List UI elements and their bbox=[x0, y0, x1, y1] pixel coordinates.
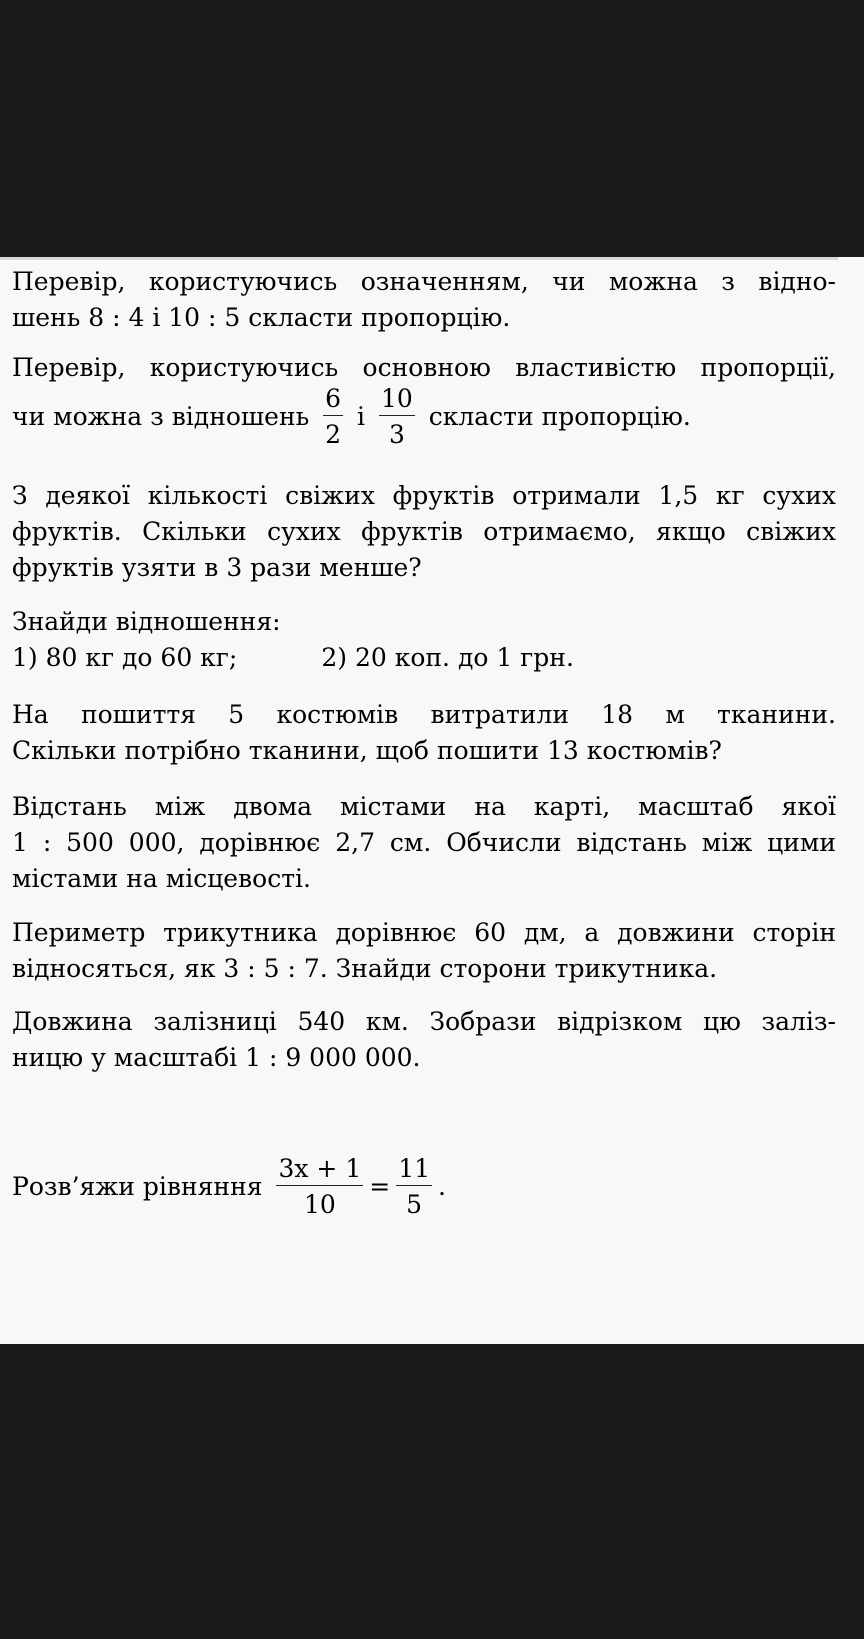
fraction-denominator: 2 bbox=[325, 420, 342, 449]
fraction-rhs bbox=[396, 1156, 432, 1217]
bottom-black-band bbox=[0, 1344, 864, 1639]
task-text-line: фруктів. Скільки сухих фруктів отримаємо, якщо свіжих bbox=[12, 517, 836, 546]
task-suits-fabric bbox=[12, 697, 836, 769]
fraction-numerator: 6 bbox=[323, 386, 343, 416]
task-text-line: Знайди відношення: bbox=[12, 607, 281, 636]
fraction-10-over-3 bbox=[379, 386, 415, 447]
task-solve-equation bbox=[12, 1154, 836, 1219]
task-text-line: Перевір, користуючись означенням, чи можна з відно- bbox=[12, 267, 836, 296]
task-text-line: відносяться, як 3 : 5 : 7. Знайди сторони трикутника. bbox=[12, 954, 718, 983]
task-text-line: Відстань між двома містами на карті, масштаб якої bbox=[12, 792, 836, 821]
fraction-denominator: 5 bbox=[406, 1190, 423, 1219]
task-text-line: ницю у масштабі 1 : 9 000 000. bbox=[12, 1043, 421, 1072]
task-text: чи можна з відношень bbox=[12, 402, 310, 431]
task-proportion-property bbox=[12, 350, 836, 449]
fraction-denominator: 3 bbox=[388, 420, 405, 449]
task-text: скласти пропорцію. bbox=[428, 402, 691, 431]
top-black-band bbox=[0, 0, 864, 257]
task-items-line bbox=[12, 640, 836, 676]
fraction-numerator: 11 bbox=[396, 1156, 432, 1186]
fraction-numerator: 10 bbox=[379, 386, 415, 416]
period: . bbox=[438, 1172, 446, 1201]
task-item-1: 1) 80 кг до 60 кг; bbox=[12, 643, 238, 672]
task-text-line: Скільки потрібно тканини, щоб пошити 13 костюмів? bbox=[12, 736, 722, 765]
conjunction: і bbox=[357, 402, 366, 431]
task-text-line: 1 : 500 000, дорівнює 2,7 см. Обчисли відстань між цими bbox=[12, 828, 836, 857]
task-railway-scale bbox=[12, 1004, 836, 1076]
fraction-denominator: 10 bbox=[303, 1190, 336, 1219]
task-text-line: Довжина залізниці 540 км. Зобрази відрізком цю заліз- bbox=[12, 1007, 836, 1036]
task-text: Розв’яжи рівняння bbox=[12, 1172, 263, 1201]
task-text-line: Перевір, користуючись основною властивістю пропорції, bbox=[12, 353, 836, 382]
fraction-6-over-2 bbox=[323, 386, 343, 447]
task-text-line: На пошиття 5 костюмів витратили 18 м тканини. bbox=[12, 700, 836, 729]
task-text-line: Периметр трикутника дорівнює 60 дм, а довжини сторін bbox=[12, 918, 836, 947]
task-triangle-perimeter bbox=[12, 915, 836, 987]
page-top-edge bbox=[0, 257, 838, 260]
task-map-distance bbox=[12, 789, 836, 897]
task-text-line: З деякої кількості свіжих фруктів отримали 1,5 кг сухих bbox=[12, 481, 836, 510]
task-find-ratio bbox=[12, 604, 836, 676]
task-dried-fruits bbox=[12, 478, 836, 586]
task-item-2: 2) 20 коп. до 1 грн. bbox=[321, 643, 574, 672]
task-text-line: шень 8 : 4 і 10 : 5 скласти пропорцію. bbox=[12, 303, 511, 332]
task-text-line: фруктів узяти в 3 рази менше? bbox=[12, 553, 422, 582]
equals-sign: = bbox=[369, 1172, 391, 1201]
equation-line bbox=[12, 1154, 836, 1219]
task-text-line-with-fractions bbox=[12, 384, 836, 449]
task-proportion-definition bbox=[12, 264, 836, 336]
fraction-numerator: 3x + 1 bbox=[276, 1156, 363, 1186]
task-text-line: містами на місцевості. bbox=[12, 864, 311, 893]
fraction-lhs bbox=[276, 1156, 363, 1217]
